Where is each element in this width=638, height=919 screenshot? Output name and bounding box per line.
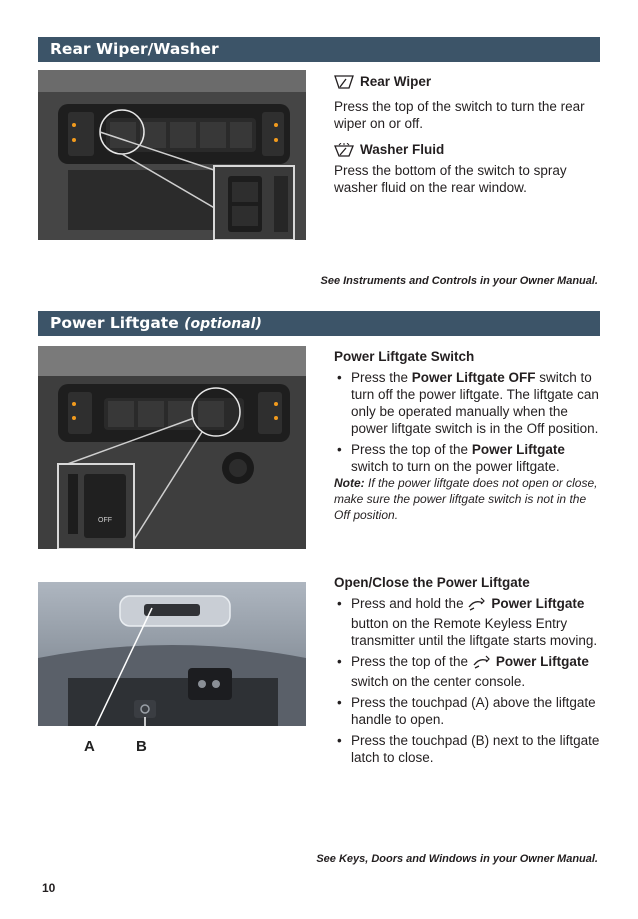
console-photo-illustration (38, 70, 306, 240)
list-item (334, 694, 602, 728)
liftgate-switch-heading: Power Liftgate Switch (334, 349, 475, 364)
bullet-text: Press the touchpad (A) above the liftgate handle to open. (351, 695, 596, 727)
bullet-text: switch to turn off the power liftgate. The liftgate can only be operated manually when the power liftgate switch is in the Off position. (351, 370, 599, 436)
bullet-text: switch to turn on the power liftgate. (351, 459, 560, 474)
bullet-text: button on the Remote Keyless Entry transmitter until the liftgate starts moving. (351, 616, 598, 648)
note-label: Note: (334, 476, 365, 490)
bullet-bold: Power Liftgate (491, 596, 585, 611)
photo-label-b: B (136, 738, 147, 755)
console-switch-photo-1 (38, 70, 306, 240)
bullet-bold: Power Liftgate (495, 654, 589, 669)
rear-wiper-heading (334, 73, 602, 93)
washer-fluid-heading-text: Washer Fluid (360, 142, 445, 157)
instruments-xref: See Instruments and Controls in your Owner Manual. (320, 275, 598, 287)
rear-wiper-body: Press the top of the switch to turn the rear wiper on or off. (334, 99, 585, 131)
washer-fluid-heading (334, 141, 602, 161)
liftgate-photo (38, 582, 306, 726)
list-item (334, 732, 602, 766)
section-header-power-liftgate (38, 311, 600, 336)
bullet-text: Press the top of the (351, 442, 472, 457)
liftgate-switch-text-column (334, 348, 602, 523)
switch-off-label: OFF (98, 517, 112, 524)
liftgate-icon (472, 655, 492, 673)
note-text: If the power liftgate does not open or close, make sure the power liftgate switch is not in the Off position. (334, 476, 598, 522)
open-close-list (334, 595, 602, 766)
rear-wiper-icon (334, 75, 354, 93)
list-item (334, 653, 602, 690)
rear-wiper-text-column (334, 73, 602, 196)
section-title: Rear Wiper/Washer (50, 40, 219, 58)
keys-doors-xref: See Keys, Doors and Windows in your Owner Manual. (316, 853, 598, 865)
page-number: 10 (42, 881, 56, 895)
washer-fluid-body: Press the bottom of the switch to spray washer fluid on the rear window. (334, 163, 567, 195)
liftgate-switch-illustration (38, 346, 306, 549)
photo-label-a: A (84, 738, 95, 755)
open-close-heading: Open/Close the Power Liftgate (334, 575, 530, 590)
liftgate-illustration (38, 582, 306, 726)
liftgate-switch-list (334, 369, 602, 475)
bullet-text: Press and hold the (351, 596, 468, 611)
bullet-text: Press the top of the (351, 654, 472, 669)
list-item (334, 595, 602, 649)
section-title: Power Liftgate (50, 314, 179, 332)
console-switch-photo-2 (38, 346, 306, 549)
washer-fluid-icon (334, 143, 354, 161)
bullet-text: switch on the center console. (351, 674, 526, 689)
bullet-text: Press the (351, 370, 412, 385)
liftgate-note (334, 475, 602, 523)
list-item (334, 441, 602, 475)
list-item (334, 369, 602, 437)
bullet-bold: Power Liftgate (471, 442, 565, 457)
section-header-rear-wiper (38, 37, 600, 62)
rear-wiper-heading-text: Rear Wiper (360, 74, 432, 89)
open-close-text-column (334, 574, 602, 766)
section-title-suffix: (optional) (184, 316, 262, 332)
bullet-bold: Power Liftgate OFF (411, 370, 536, 385)
liftgate-icon (467, 597, 487, 615)
bullet-text: Press the touchpad (B) next to the liftgate latch to close. (351, 733, 600, 765)
